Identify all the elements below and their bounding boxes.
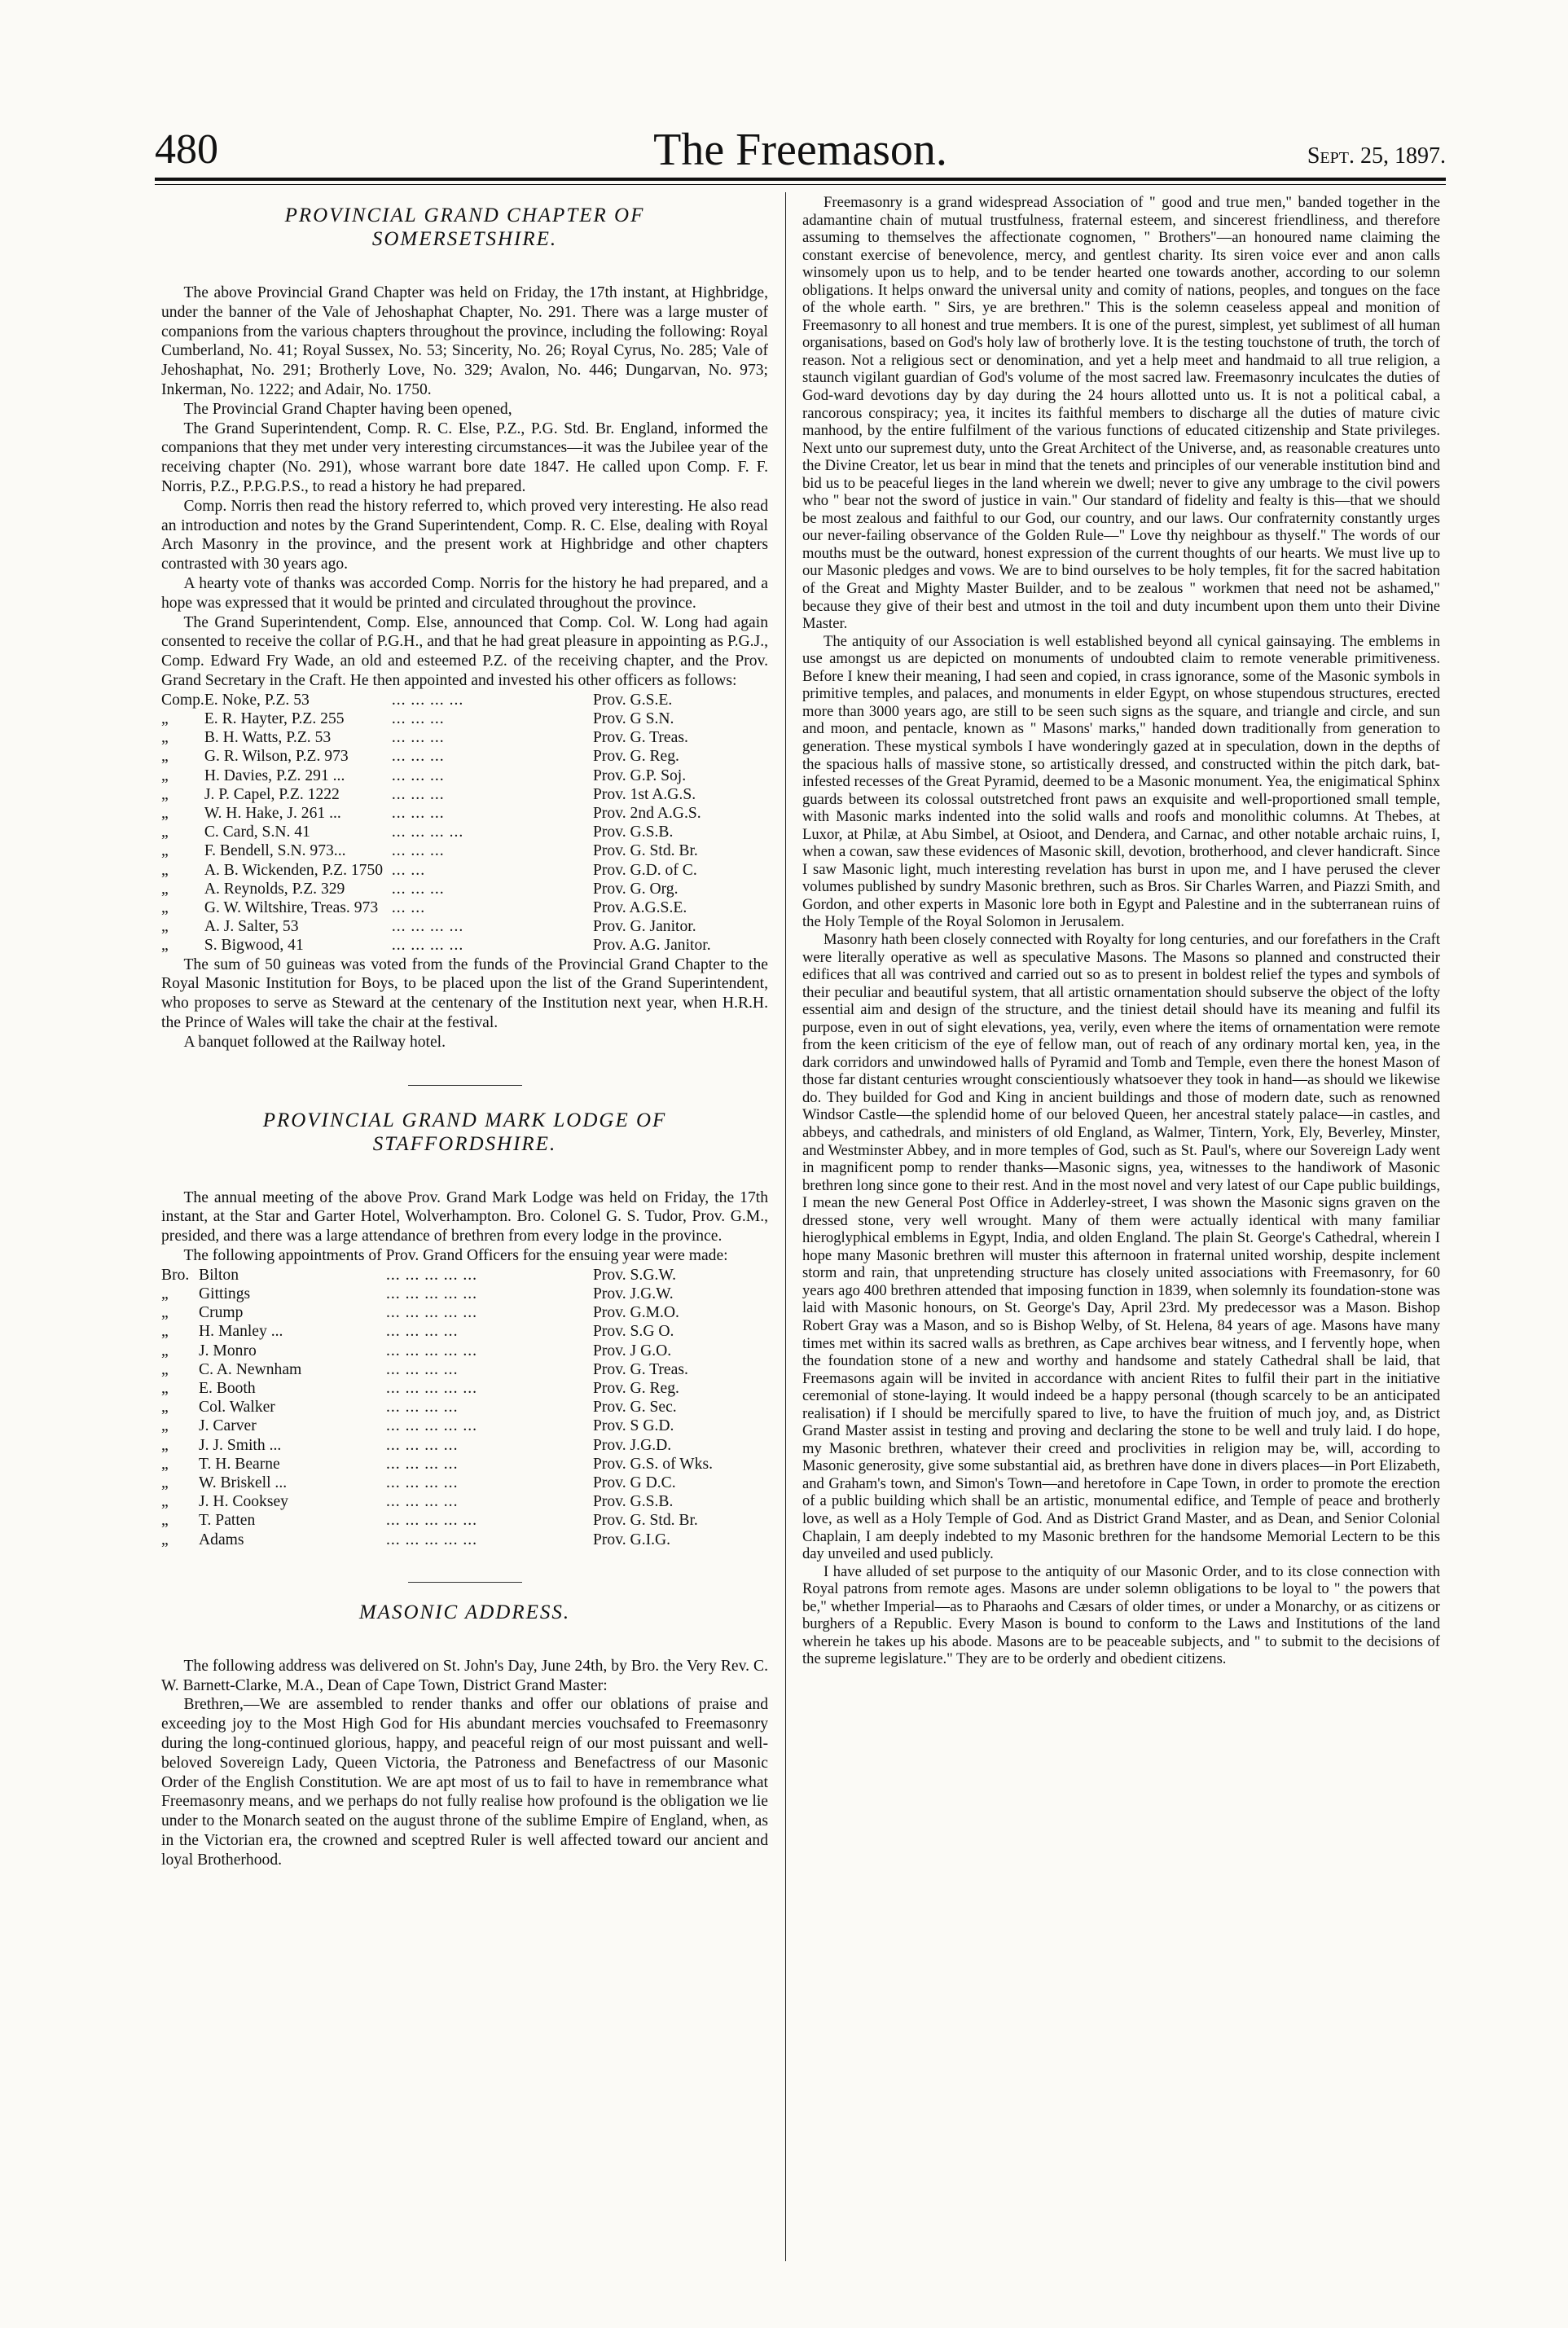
officer-name: J. J. Smith ...	[199, 1436, 282, 1454]
officer-prefix: „	[161, 804, 169, 822]
officer-name: H. Davies, P.Z. 291 ...	[204, 766, 345, 784]
leader-dots: ... ... ... ...	[391, 918, 464, 936]
officer-row	[161, 917, 768, 936]
officer-office: Prov. G. Reg.	[593, 748, 679, 766]
officer-row	[161, 1492, 768, 1511]
officer-prefix: „	[161, 842, 169, 860]
issue-date: Sept. 25, 1897.	[1307, 143, 1446, 169]
leader-dots: ... ... ... ... ...	[386, 1512, 478, 1530]
officer-row	[161, 841, 768, 860]
officer-row	[161, 823, 768, 841]
officer-office: Prov. G. Std. Br.	[593, 1512, 698, 1530]
officer-row	[161, 1342, 768, 1360]
officer-name: B. H. Watts, P.Z. 53	[204, 729, 332, 747]
officer-row	[161, 1531, 768, 1549]
officer-prefix: „	[161, 1304, 169, 1322]
somerset-paragraph: A hearty vote of thanks was accorded Comp. Norris for the history he had prepared, and a hope was expressed that it would be printed and circulated throughout the province.	[161, 574, 768, 612]
officer-office: Prov. G. Janitor.	[593, 918, 696, 936]
officer-row	[161, 709, 768, 728]
staffordshire-paragraph: The annual meeting of the above Prov. Grand Mark Lodge was held on Friday, the 17th instant, at the Star and Garter Hotel, Wolverhampton. Bro. Colonel G. S. Tudor, Prov. G.M., presided, and there was a large attendance of brethren from every lodge in the province.	[161, 1188, 768, 1245]
officer-name: J. P. Capel, P.Z. 1222	[204, 785, 340, 803]
leader-dots: ... ... ... ...	[386, 1360, 459, 1378]
leader-dots: ... ... ... ...	[391, 824, 464, 841]
officer-office: Prov. G.S.B.	[593, 1493, 674, 1511]
address-paragraph: I have alluded of set purpose to the antiquity of our Masonic Order, and to its close connection with Royal patrons from remote ages. Masons are under solemn obligations to be loyal to " the powers that be," whether Imperial—as to Pharaohs and Cæsars of older times, or under a Monarchy, or as citizens or burghers of a Republic. Every Mason is bound to conform to the Laws and Institutions of the land wherein he takes up his abode. Masons are to be peaceable subjects, and " to submit to the decisions of the supreme legislature." They are to be orderly and obedient citizens.	[802, 1562, 1440, 1668]
officer-row	[161, 1474, 768, 1492]
officer-name: W. Briskell ...	[199, 1474, 288, 1491]
officer-name: S. Bigwood, 41	[204, 937, 304, 955]
leader-dots: ... ... ... ...	[386, 1493, 459, 1511]
officer-prefix: „	[161, 1512, 169, 1530]
page-number: 480	[155, 126, 218, 173]
officer-office: Prov. G.M.O.	[593, 1304, 679, 1322]
officer-office: Prov. G.D. of C.	[593, 861, 697, 879]
leader-dots: ... ... ...	[391, 766, 445, 784]
masthead	[155, 121, 1446, 178]
officer-name: E. R. Hayter, P.Z. 255	[204, 709, 345, 727]
leader-dots: ... ... ...	[391, 804, 445, 822]
officer-office: Prov. G.P. Soj.	[593, 766, 687, 784]
address-paragraph: Masonry hath been closely connected with Royalty for long centuries, and our forefathers in the Craft were literally operative as well as speculative Masons. The Masons so planned and constructed their edifices that all was contrived and carried out so as to present in boldest relief the types and symbols of their peculiar and beautiful system, that all artistic ornamentation should subserve the object of the lofty essential aim and design of the structure, and the tiniest detail should have its meaning and fulfil its purpose, even in out of sight elevations, yea, verily, even where the items of ornamentation were remote from the keen criticism of the eye of fellow man, out of reach of any ordinary mortal ken, yea, in the dark corridors and unwindowed halls of Pyramid and Tomb and Temple, even there the honest Mason of those far distant centuries wrought conscientiously whatsoever they took in hand—as should we likewise do. They builded for God and King in ancient buildings and those of modern date, such as renowned Windsor Castle—the splendid home of our beloved Queen, her ancestral stately palace—in castles, and abbeys, and cathedrals, and ministers of old England, as Walmer, Tintern, York, Ely, Beverley, Minster, and Westminster Abbey, and in more temples of God, such as St. Paul's, where our Sovereign Lady went in magnificent pomp to render thanks—Masonic signs, yea, witnesses to the handiwork of Masonic brethren long since gone to their rest. And in the most novel and very latest of our Cape public buildings, I mean the new General Post Office in Adderley-street, I was shown the Masonic signs graven on the dressed stone, very well wrought. Many of them were actually identical with many familiar hieroglyphical emblems in Egypt, India, and olden England. The plain St. George's Cathedral, wherein I hope many Masonic brethren will muster this afternoon in fraternal united worship, despite inclement storm and rain, that unpretending structure has closely united associations with Freemasonry, for 60 years ago 400 brethren attended that imposing function in 1839, when solemnly its foundation-stone was laid with Masonic honours, on St. George's Day, April 23rd. My predecessor was a Mason. Bishop Robert Gray was a Mason, and so is Bishop Welby, of St. Helena, 84 years of age. Masons have many times met within its sacred walls as brethren, as Cape archives bear witness, and I fervently hope, when the foundation stone of a new and worthy and handsome and stately Cathedral shall be laid, that Freemasons again will be invited in accordance with ancient Rites to fulfil their part in the initiative ceremonial of stone-laying. It would indeed be a happy personal (though scarcely to be an anticipated realisation) if I should be mercifully spared to live, to have the fruition of much joy, and, as District Grand Master assist in testing and proving and declaring the stone to be well and truly laid. I do hope, my Masonic brethren, whatever their creed and proclivities in religion may be, will, according to Masonic generosity, give some substantial aid, as brethren have done in divers places—in Port Elizabeth, and Graham's town, and Simon's Town—and heretofore in Cape Town, in order to promote the erection of a public building which shall be an artistic, monumental edifice, and Temple of peace and brotherly love, as well as a Holy Temple of God. And as District Grand Master, and as Dean, and Senior Colonial Chaplain, I am deeply indebted to my Masonic brethren for the handsome Memorial Lectern to be this day unveiled and used publicly.	[802, 930, 1440, 1563]
officer-office: Prov. S.G O.	[593, 1323, 674, 1341]
officer-office: Prov. J.G.W.	[593, 1285, 674, 1302]
officer-row	[161, 785, 768, 804]
officer-name: A. J. Salter, 53	[204, 918, 299, 936]
officer-prefix: „	[161, 880, 169, 898]
leader-dots: ... ... ... ...	[386, 1399, 459, 1417]
column-divider	[785, 192, 786, 2261]
officer-name: G. W. Wiltshire, Treas. 973	[204, 898, 379, 916]
officer-name: E. Noke, P.Z. 53	[204, 691, 310, 709]
leader-dots: ... ... ... ...	[391, 937, 464, 955]
officer-name: F. Bendell, S.N. 973...	[204, 842, 346, 860]
officer-office: Prov. A.G.S.E.	[593, 898, 687, 916]
officer-name: H. Manley ...	[199, 1323, 283, 1341]
officer-prefix: „	[161, 1342, 169, 1359]
address-paragraph: Freemasonry is a grand widespread Association of " good and true men," banded together in the adamantine chain of mutual trustfulness, fraternal esteem, and sincerest friendliness, and therefore assuming to themselves the affectionate cognomen, " Brothers"—an honoured name claiming the constant exercise of benevolence, mercy, and gentlest charity. Its siren voice ever and anon calls winsomely upon us to help, and to be tender hearted one towards another, according to our solemn obligations. It helps onward the universal unity and comity of nations, peoples, and tongues on the face of the whole earth. " Sirs, ye are brethren." This is the solemn ceaseless appeal and monition of Freemasonry to all honest and true members. It is one of the purest, simplest, yet sublimest of all human organisations, based on God's holy law of brotherly love. It is the testing touchstone of truth, the torch of reason. Not a religious sect or denomination, and yet a help meet and handmaid to all true religion, a staunch vigilant guardian of God's volume of the most sacred law. Freemasonry inculcates the duties of God-ward devotions day by day during the 24 hours allotted unto us. It is not a political cabal, a rancorous conspiracy; yea, it incites its faithful members to discharge all the duties of mature civic manhood, by the entire fulfilment of the various functions of educated citizenship and State privileges. Next unto our supremest duty, unto the Great Architect of the Universe, and, as reasonable creatures unto the Divine Creator, let us bear in mind that the tenets and principles of our venerable institution bind and bid us to be peaceful lieges in the land wherein we dwell; never to give any umbrage to the civil powers who " bear not the sword of justice in vain." Our standard of fidelity and fealty is this—that we should be most zealous and faithful to our God, our country, and our laws. Our confraternity constantly urges our never-failing observance of the Golden Rule—" Love thy neighbour as thyself." The words of our mouths must be the outward, honest expression of the current thoughts of our hearts. We must live up to our Masonic pledges and vows. We are to bind ourselves to be holy temples, fit for the sacred habitation of the Great and Mighty Master Builder, and to be zealous " workmen that need not be ashamed," because they give of their best and utmost in the toil and duty incumbent upon them unto their Divine Master.	[802, 194, 1440, 633]
officer-name: Col. Walker	[199, 1399, 275, 1417]
section-heading-staffordshire: PROVINCIAL GRAND MARK LODGE OF STAFFORDSHIRE.	[262, 1109, 667, 1155]
officer-office: Prov. G.S. of Wks.	[593, 1455, 713, 1473]
officer-name: Crump	[199, 1304, 244, 1322]
leader-dots: ... ... ...	[391, 748, 445, 766]
officer-name: Gittings	[199, 1285, 251, 1302]
officer-row	[161, 880, 768, 898]
somerset-paragraph: The above Provincial Grand Chapter was held on Friday, the 17th instant, at Highbridge, under the banner of the Vale of Jehoshaphat Chapter, No. 291. There was a large muster of companions from the various chapters throughout the province, including the following: Royal Cumberland, No. 41; Royal Sussex, No. 53; Sincerity, No. 26; Royal Cyrus, No. 285; Vale of Jehoshaphat, No. 291; Brotherly Love, No. 329; Avalon, No. 446; Dungarvan, No. 973; Inkerman, No. 1222; and Adair, No. 1750.	[161, 284, 768, 398]
officers-table-somerset	[161, 691, 768, 955]
officer-row	[161, 1379, 768, 1398]
address-paragraph: The antiquity of our Association is well established beyond all cynical gainsaying. The emblems in use amongst us are depicted on monuments of undoubted claim to remote venerable primitiveness. Before I knew their meaning, I had seen and copied, in crass ignorance, some of the Masonic symbols in primitive temples, and palaces, and monuments in elder Egypt, on whose stupendous structures, erected more than 3000 years ago, are still to be seen such signs as the square, and triangle and circle, and sun and moon, and pentacle, known as " Masons' marks," handed down traditionally from generation to generation. These mystical symbols I have wonderingly gazed at in speculation, down in the depths of the spacious halls of massive stone, so artistically dressed, and constructed within the pitch dark, bat-infested recesses of the Great Pyramid, deemed to be a Masonic monument. Yea, the enigimatical Sphinx guards between its colossal outstretched front paws an exquisite and well-proportioned small temple, with Masonic marks indented into the solid walls and roofs and monolithic columns. At Thebes, at Luxor, at Philæ, at Abu Simbel, at Osioot, and Dendera, and Carnac, and other notable archaic ruins, I, when a cowan, saw these evidences of Masonic skill, devotion, brotherhood, and clever handicraft. Since I saw Masonic light, much interesting revelation has burst in upon me, and I have perused the clever volumes published by sundry Masonic brethren, such as Bros. Sir Charles Warren, and Piazzi Smith, and Gordon, and other experts in Masonic lore both in Egypt and Palestine and in the subterranean ruins of the Holy Temple of the Royal Solomon in Jerusalem.	[802, 632, 1440, 931]
leader-dots: ... ... ... ... ...	[386, 1417, 478, 1435]
leader-dots: ... ... ... ...	[391, 691, 464, 709]
officer-name: Adams	[199, 1531, 244, 1548]
officer-office: Prov. G. Treas.	[593, 729, 688, 747]
officer-prefix: „	[161, 766, 169, 784]
officer-name: A. B. Wickenden, P.Z. 1750	[204, 861, 384, 879]
officer-row	[161, 1360, 768, 1379]
officer-row	[161, 804, 768, 823]
officer-row	[161, 728, 768, 747]
somerset-paragraph: Comp. Norris then read the history referred to, which proved very interesting. He also read an introduction and notes by the Grand Superintendent, Comp. R. C. Else, dealing with Royal Arch Masonry in the province, and the present work at Highbridge and other chapters contrasted with 30 years ago.	[161, 497, 768, 573]
right-column	[802, 194, 1440, 2260]
leader-dots: ... ... ... ...	[386, 1436, 459, 1454]
somerset-paragraph: The Provincial Grand Chapter having been opened,	[183, 400, 512, 418]
officer-row	[161, 747, 768, 766]
officer-name: W. H. Hake, J. 261 ...	[204, 804, 341, 822]
leader-dots: ... ... ...	[391, 785, 445, 803]
left-column	[161, 194, 768, 2260]
officer-office: Prov. G. Std. Br.	[593, 842, 698, 860]
officer-office: Prov. 2nd A.G.S.	[593, 804, 701, 822]
officer-row	[161, 861, 768, 880]
officer-prefix: „	[161, 824, 169, 841]
newspaper-title: The Freemason.	[653, 125, 947, 175]
officer-prefix: „	[161, 1285, 169, 1302]
officer-prefix: „	[161, 1531, 169, 1548]
officer-office: Prov. G.I.G.	[593, 1531, 671, 1548]
leader-dots: ... ... ... ...	[386, 1455, 459, 1473]
officer-row	[161, 766, 768, 785]
leader-dots: ... ... ... ...	[386, 1474, 459, 1491]
officer-prefix: „	[161, 1455, 169, 1473]
leader-dots: ... ... ...	[391, 709, 445, 727]
somerset-paragraph: A banquet followed at the Railway hotel.	[183, 1033, 446, 1051]
address-paragraph: Brethren,—We are assembled to render thanks and offer our oblations of praise and exceeding joy to the Most High God for His abundant mercies vouchsafed to Freemasonry during the long-continued glorious, happy, and peaceful reign of our most puissant and well-beloved Sovereign Lady, Queen Victoria, the Patroness and Benefactress of our Masonic Order of the English Constitution. We are apt most of us to fail to have in remembrance what Freemasonry means, and we perhaps do not fully realise how profound is the obligation we lie under to the Monarch seated on the august throne of the sublime Empire of England, when, as in the Victorian era, the crowned and sceptred Ruler is well affected toward our ancient and loyal Brotherhood.	[161, 1696, 768, 1869]
officer-name: J. H. Cooksey	[199, 1493, 288, 1511]
somerset-paragraph: The Grand Superintendent, Comp. R. C. Else, P.Z., P.G. Std. Br. England, informed the companions that they met under very interesting circumstances—it was the Jubilee year of the receiving chapter (No. 291), whose warrant bore date 1847. He called upon Comp. F. F. Norris, P.Z., P.P.G.P.S., to read a history he had prepared.	[161, 419, 768, 495]
officer-office: Prov. 1st A.G.S.	[593, 785, 696, 803]
masthead-rule-thin	[155, 184, 1446, 185]
leader-dots: ... ... ... ... ...	[386, 1379, 478, 1397]
officer-prefix: „	[161, 898, 169, 916]
officer-row	[161, 1436, 768, 1455]
officer-row	[161, 898, 768, 917]
leader-dots: ... ... ...	[391, 729, 445, 747]
leader-dots: ... ... ... ... ...	[386, 1342, 478, 1359]
officer-office: Prov. G. Sec.	[593, 1399, 677, 1417]
officer-name: C. Card, S.N. 41	[204, 824, 310, 841]
leader-dots: ... ... ... ... ...	[386, 1304, 478, 1322]
officer-office: Prov. G S.N.	[593, 709, 674, 727]
masthead-rule-thick	[155, 178, 1446, 181]
leader-dots: ... ...	[391, 861, 426, 879]
officer-name: C. A. Newnham	[199, 1360, 302, 1378]
officer-prefix: „	[161, 748, 169, 766]
officer-prefix: „	[161, 729, 169, 747]
section-heading-somerset: PROVINCIAL GRAND CHAPTER OF SOMERSETSHIRE.	[284, 204, 645, 250]
officer-name: A. Reynolds, P.Z. 329	[204, 880, 345, 898]
officer-row	[161, 936, 768, 955]
officer-prefix: „	[161, 861, 169, 879]
staffordshire-paragraph: The following appointments of Prov. Grand Officers for the ensuing year were made:	[183, 1246, 728, 1264]
officer-prefix: „	[161, 1436, 169, 1454]
officer-prefix: Comp.	[161, 691, 204, 709]
officer-office: Prov. G.S.E.	[593, 691, 673, 709]
address-paragraph: The following address was delivered on St. John's Day, June 24th, by Bro. the Very Rev. C. W. Barnett-Clarke, M.A., Dean of Cape Town, District Grand Master:	[161, 1657, 768, 1694]
officer-office: Prov. G. Treas.	[593, 1360, 688, 1378]
officer-office: Prov. G. Reg.	[593, 1379, 679, 1397]
officer-prefix: „	[161, 918, 169, 936]
leader-dots: ... ... ... ... ...	[386, 1531, 478, 1548]
leader-dots: ... ... ...	[391, 842, 445, 860]
leader-dots: ... ... ...	[391, 880, 445, 898]
officer-office: Prov. G. Org.	[593, 880, 679, 898]
officer-row	[161, 1511, 768, 1530]
officer-prefix: „	[161, 1474, 169, 1491]
officer-prefix: Bro.	[161, 1266, 190, 1284]
officer-office: Prov. G.S.B.	[593, 824, 674, 841]
officer-name: J. Monro	[199, 1342, 257, 1359]
officer-office: Prov. S.G.W.	[593, 1266, 676, 1284]
officer-office: Prov. G D.C.	[593, 1474, 676, 1491]
officer-prefix: „	[161, 1417, 169, 1435]
officer-row	[161, 1455, 768, 1474]
officer-name: G. R. Wilson, P.Z. 973	[204, 748, 349, 766]
officer-name: J. Carver	[199, 1417, 257, 1435]
officer-prefix: „	[161, 1399, 169, 1417]
officer-prefix: „	[161, 937, 169, 955]
officer-name: T. H. Bearne	[199, 1455, 280, 1473]
officer-prefix: „	[161, 1360, 169, 1378]
officer-prefix: „	[161, 1493, 169, 1511]
section-heading-masonic-address: MASONIC ADDRESS.	[358, 1601, 571, 1623]
officer-row	[161, 1303, 768, 1322]
officer-office: Prov. S G.D.	[593, 1417, 674, 1435]
officer-prefix: „	[161, 709, 169, 727]
officer-row	[161, 1322, 768, 1341]
somerset-paragraph: The sum of 50 guineas was voted from the funds of the Provincial Grand Chapter to the Royal Masonic Institution for Boys, to be placed upon the list of the Grand Superintendent, who proposes to serve as Steward at the centenary of the Institution next year, when H.R.H. the Prince of Wales will take the chair at the festival.	[161, 955, 768, 1031]
leader-dots: ... ... ... ...	[386, 1323, 459, 1341]
officers-table-staffordshire	[161, 1266, 768, 1549]
officer-name: T. Patten	[199, 1512, 256, 1530]
officer-prefix: „	[161, 1323, 169, 1341]
somerset-paragraph: The Grand Superintendent, Comp. Else, announced that Comp. Col. W. Long had again consented to receive the collar of P.G.H., and that he had great pleasure in appointing as P.G.J., Comp. Edward Fry Wade, an old and esteemed P.Z. of the receiving chapter, and the Prov. Grand Secretary in the Craft. He then appointed and invested his other officers as follows:	[161, 613, 768, 689]
officer-name: Bilton	[199, 1266, 239, 1284]
officer-office: Prov. A.G. Janitor.	[593, 937, 711, 955]
officer-row	[161, 1285, 768, 1303]
leader-dots: ... ... ... ... ...	[386, 1285, 478, 1302]
officer-office: Prov. J.G.D.	[593, 1436, 672, 1454]
officer-prefix: „	[161, 1379, 169, 1397]
officer-prefix: „	[161, 785, 169, 803]
officer-office: Prov. J G.O.	[593, 1342, 672, 1359]
officer-row	[161, 1398, 768, 1417]
leader-dots: ... ... ... ... ...	[386, 1266, 478, 1284]
officer-row	[161, 691, 768, 709]
leader-dots: ... ...	[391, 898, 426, 916]
officer-name: E. Booth	[199, 1379, 256, 1397]
officer-row	[161, 1417, 768, 1435]
officer-row	[161, 1266, 768, 1285]
